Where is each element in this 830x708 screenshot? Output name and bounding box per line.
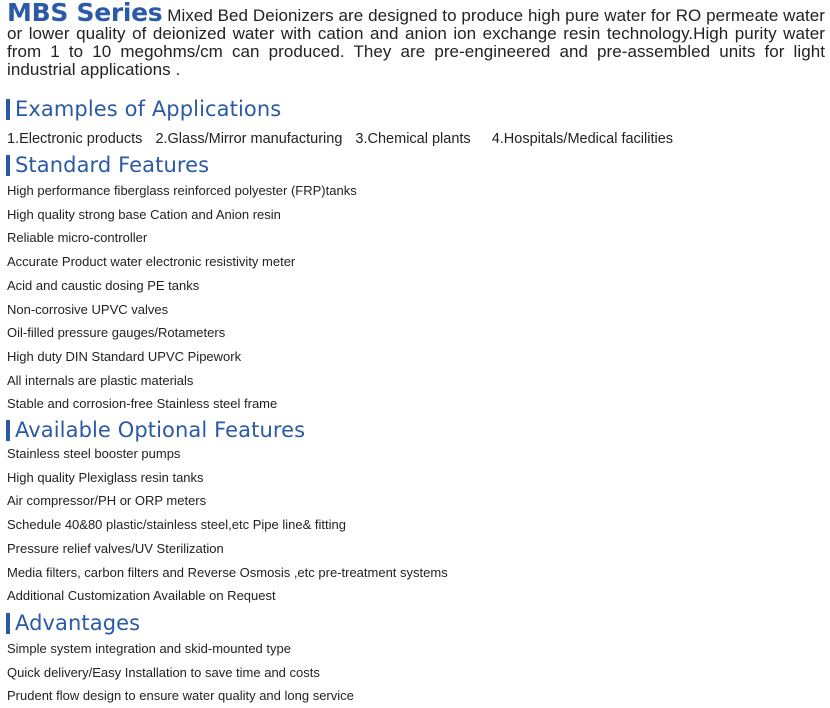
- applications-list: [7, 131, 682, 147]
- list-item: Acid and caustic dosing PE tanks: [7, 277, 200, 293]
- advantages-list: [7, 637, 354, 708]
- list-item: Non-corrosive UPVC valves: [7, 301, 169, 317]
- heading-accent-bar: [6, 99, 10, 120]
- heading-text: Advantages: [15, 611, 141, 635]
- list-item: Stainless steel booster pumps: [7, 446, 181, 461]
- list-item: Air compressor/PH or ORP meters: [7, 493, 207, 509]
- application-item: 4.Hospitals/Medical facilities: [491, 131, 674, 147]
- list-item: All internals are plastic materials: [7, 372, 194, 388]
- section-heading-advantages: [6, 610, 140, 636]
- intro-paragraph: [7, 0, 825, 79]
- heading-accent-bar: [6, 613, 10, 634]
- heading-text: Examples of Applications: [15, 97, 282, 121]
- application-item: 2.Glass/Mirror manufacturing: [155, 131, 343, 147]
- section-heading-standard-features: [6, 152, 209, 178]
- list-item: High performance fiberglass reinforced polyester (FRP)tanks: [7, 183, 357, 198]
- list-item: Oil-filled pressure gauges/Rotameters: [7, 325, 226, 341]
- list-item: Reliable micro-controller: [7, 230, 148, 246]
- list-item: Additional Customization Available on Request: [7, 588, 276, 604]
- list-item: Accurate Product water electronic resistivity meter: [7, 254, 296, 270]
- list-item: Pressure relief valves/UV Sterilization: [7, 540, 224, 556]
- list-item: Simple system integration and skid-mounted type: [7, 641, 291, 656]
- section-heading-applications: [6, 96, 281, 122]
- intro-description: Mixed Bed Deionizers are designed to produce high pure water for RO permeate water or lower quality of deionized water with cation and anion ion exchange resin technology.High purity water from 1 to 10 megohms/cm can produced. They are pre-engineered and pre-assembled units for light industrial applications .: [7, 6, 825, 79]
- application-item: 1.Electronic products: [7, 131, 143, 147]
- series-title: MBS Series: [7, 0, 163, 27]
- heading-text: Standard Features: [15, 153, 210, 177]
- heading-accent-bar: [6, 155, 10, 176]
- heading-text: Available Optional Features: [15, 418, 306, 442]
- standard-features-list: [7, 179, 357, 416]
- list-item: Stable and corrosion-free Stainless steel frame: [7, 396, 278, 412]
- list-item: Schedule 40&80 plastic/stainless steel,etc Pipe line& fitting: [7, 517, 346, 533]
- list-item: High quality strong base Cation and Anion resin: [7, 206, 281, 222]
- section-heading-optional-features: [6, 417, 305, 443]
- application-item: 3.Chemical plants: [355, 131, 471, 147]
- list-item: Quick delivery/Easy Installation to save time and costs: [7, 664, 320, 680]
- list-item: Prudent flow design to ensure water quality and long service: [7, 688, 354, 704]
- list-item: Media filters, carbon filters and Reverse Osmosis ,etc pre-treatment systems: [7, 564, 448, 580]
- list-item: High quality Plexiglass resin tanks: [7, 469, 204, 485]
- list-item: High duty DIN Standard UPVC Pipework: [7, 348, 242, 364]
- heading-accent-bar: [6, 420, 10, 441]
- optional-features-list: [7, 442, 448, 608]
